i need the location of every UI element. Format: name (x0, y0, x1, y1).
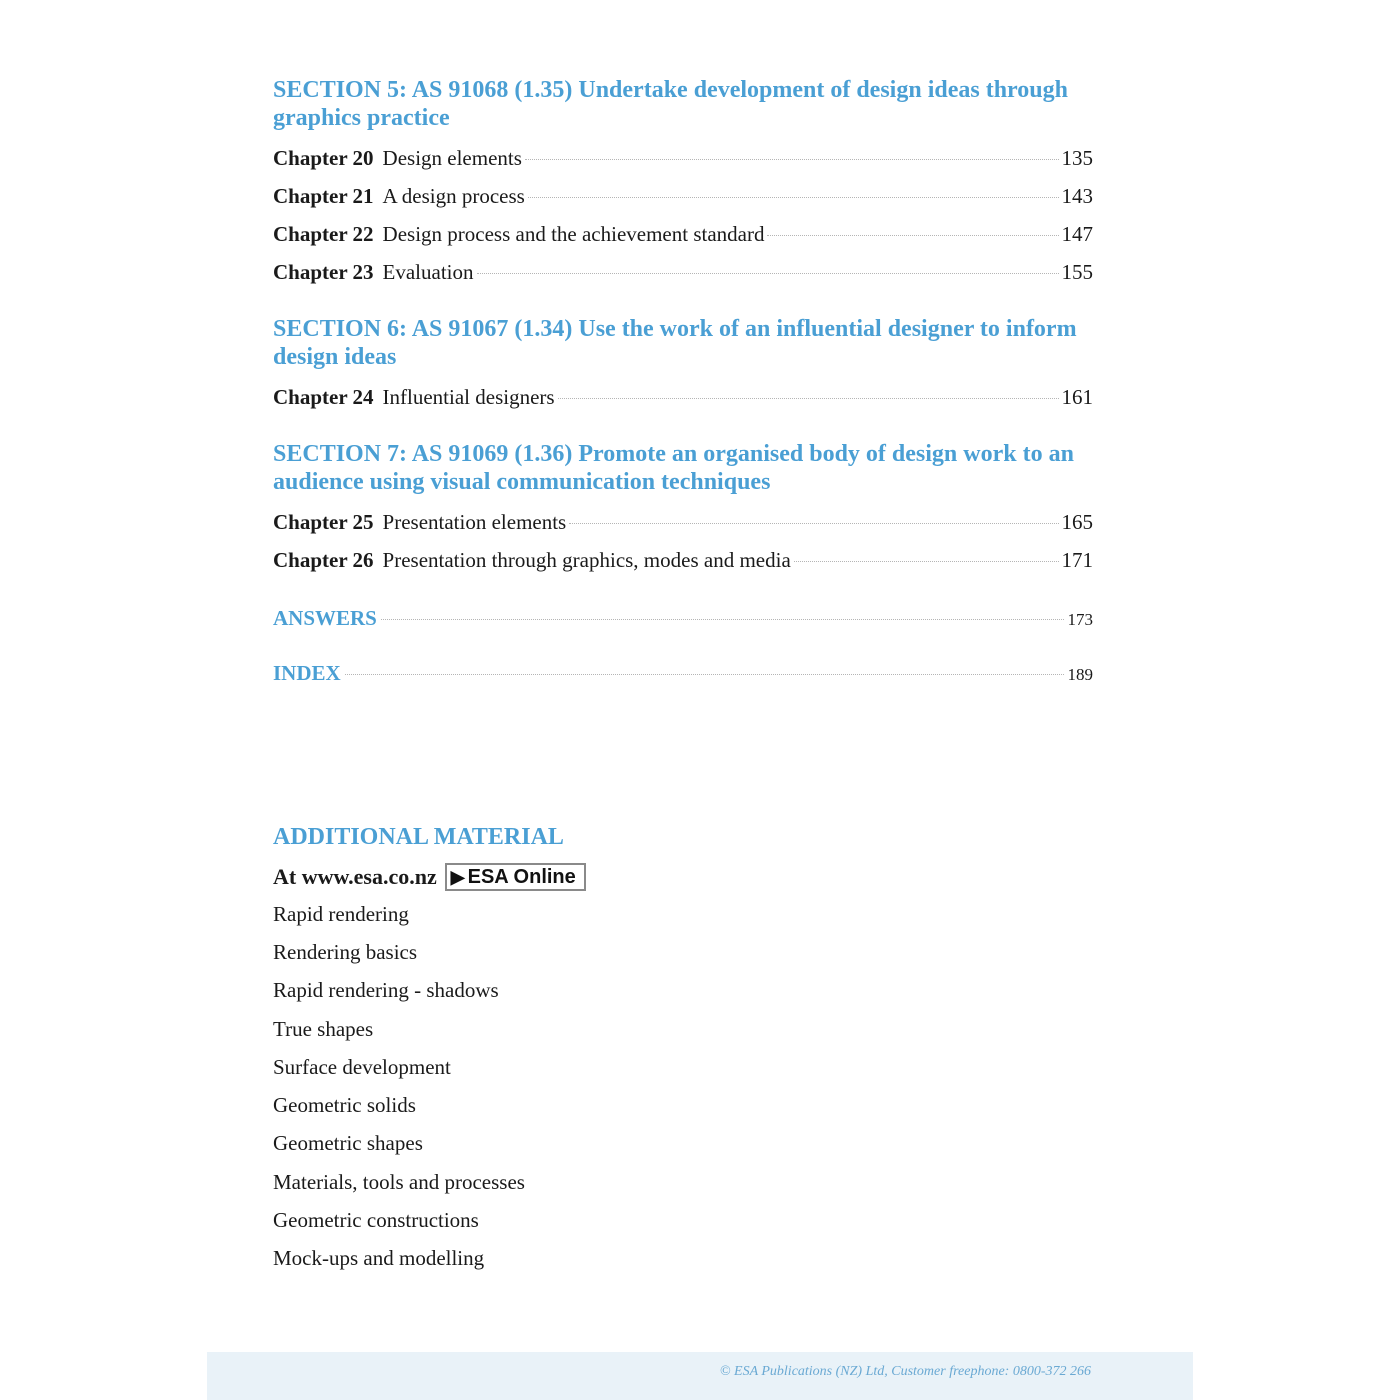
play-triangle-icon: ▶ (450, 866, 465, 887)
section-7-title: SECTION 7: AS 91069 (1.36) Promote an organised body of design work to an audience using visual communication techniques (273, 441, 1074, 495)
dot-leader (569, 523, 1058, 524)
page-number: 171 (1061, 548, 1093, 572)
toc-row-chapter-20[interactable] (273, 143, 1093, 173)
dot-leader (525, 159, 1059, 160)
chapter-number: Chapter 24 (273, 385, 374, 409)
page-number: 161 (1061, 385, 1093, 409)
page-number: 143 (1061, 184, 1093, 208)
toc-row-chapter-23[interactable] (273, 257, 1093, 287)
page-number: 189 (1067, 665, 1093, 684)
toc-row-chapter-26[interactable] (273, 545, 1093, 575)
additional-item: Materials, tools and processes (273, 1170, 525, 1194)
additional-item: Geometric shapes (273, 1131, 423, 1155)
toc-row-chapter-25[interactable] (273, 507, 1093, 537)
chapter-title: Evaluation (382, 260, 474, 284)
dot-leader (381, 619, 1064, 620)
chapter-title: Presentation elements (382, 510, 567, 534)
chapter-number: Chapter 26 (273, 548, 374, 572)
toc-row-index[interactable] (273, 658, 1093, 688)
additional-item: Geometric solids (273, 1093, 416, 1117)
toc-row-chapter-21[interactable] (273, 181, 1093, 211)
chapter-title: A design process (382, 184, 525, 208)
page-footer (207, 1352, 1193, 1400)
page-number: 165 (1061, 510, 1093, 534)
index-label: INDEX (273, 661, 341, 685)
toc-row-chapter-24[interactable] (273, 382, 1093, 412)
dot-leader (345, 674, 1064, 675)
page-number: 135 (1061, 146, 1093, 170)
website-text: At www.esa.co.nz (273, 864, 437, 889)
dot-leader (794, 561, 1059, 562)
additional-material-title: ADDITIONAL MATERIAL (273, 824, 564, 850)
section-5-title: SECTION 5: AS 91068 (1.35) Undertake development of design ideas through graphics practice (273, 77, 1068, 131)
dot-leader (477, 273, 1059, 274)
website-row (273, 861, 586, 893)
additional-item: Surface development (273, 1055, 451, 1079)
additional-item: Rapid rendering (273, 902, 409, 926)
esa-online-label: ESA Online (467, 865, 576, 888)
page-number: 173 (1067, 610, 1093, 629)
chapter-number: Chapter 21 (273, 184, 374, 208)
page-number: 147 (1061, 222, 1093, 246)
dot-leader (767, 235, 1058, 236)
chapter-title: Design process and the achievement standard (382, 222, 765, 246)
toc-row-answers[interactable] (273, 603, 1093, 633)
dot-leader (558, 398, 1059, 399)
additional-item: Geometric constructions (273, 1208, 479, 1232)
additional-item: Rapid rendering - shadows (273, 978, 499, 1002)
chapter-number: Chapter 23 (273, 260, 374, 284)
chapter-number: Chapter 25 (273, 510, 374, 534)
additional-item: True shapes (273, 1017, 374, 1041)
chapter-title: Presentation through graphics, modes and media (382, 548, 791, 572)
chapter-number: Chapter 22 (273, 222, 374, 246)
answers-label: ANSWERS (273, 606, 377, 630)
section-6-title: SECTION 6: AS 91067 (1.34) Use the work of an influential designer to inform design ideas (273, 316, 1077, 370)
toc-row-chapter-22[interactable] (273, 219, 1093, 249)
dot-leader (528, 197, 1059, 198)
chapter-title: Influential designers (382, 385, 555, 409)
chapter-number: Chapter 20 (273, 146, 374, 170)
page-number: 155 (1061, 260, 1093, 284)
additional-item: Mock-ups and modelling (273, 1246, 485, 1270)
esa-online-button[interactable] (445, 863, 586, 891)
copyright-text: © ESA Publications (NZ) Ltd, Customer freephone: 0800-372 266 (719, 1364, 1091, 1379)
additional-item: Rendering basics (273, 940, 418, 964)
chapter-title: Design elements (382, 146, 522, 170)
